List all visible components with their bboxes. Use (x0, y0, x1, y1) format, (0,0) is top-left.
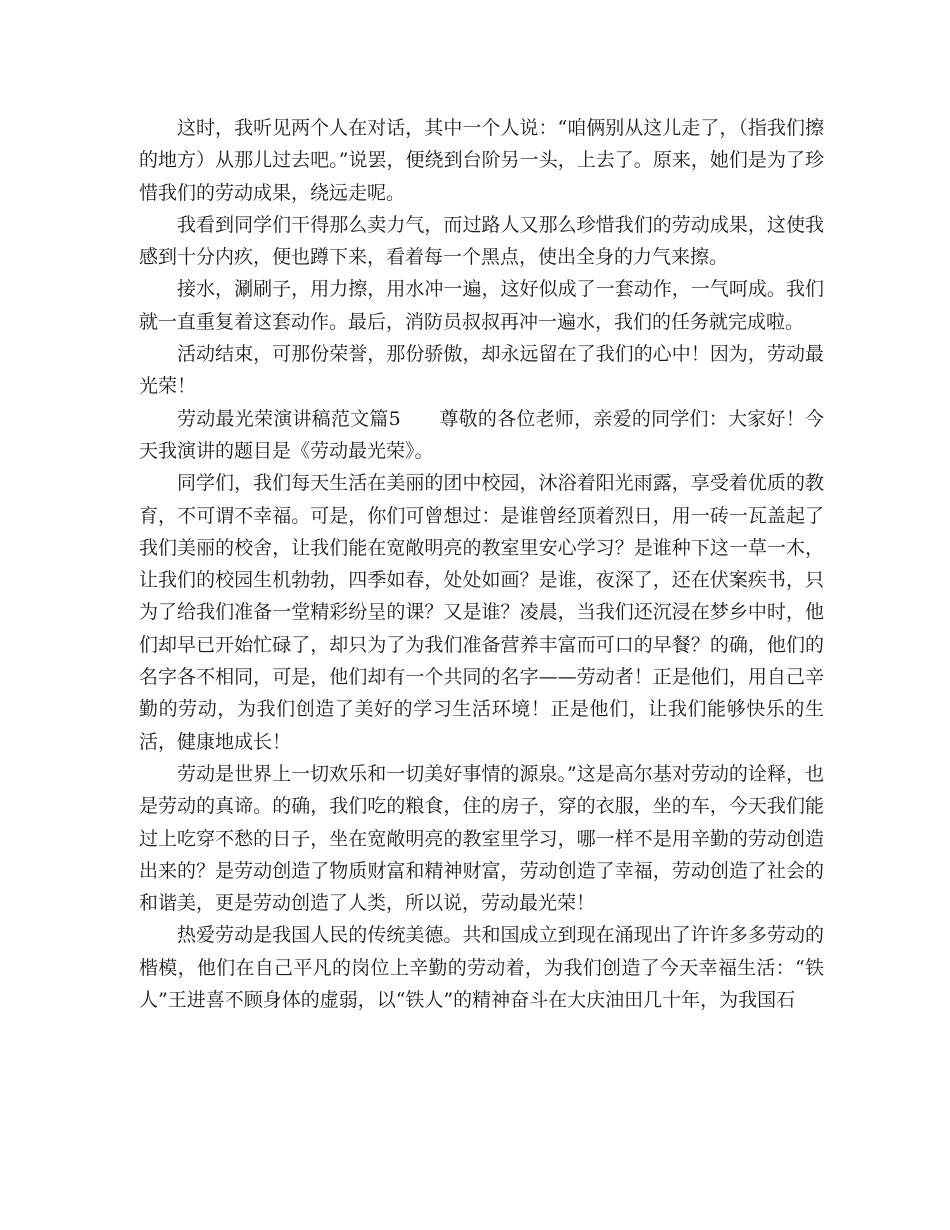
paragraph: 这时，我听见两个人在对话，其中一个人说：“咱俩别从这儿走了，（指我们擦的地方）从那儿过去吧。”说罢，便绕到台阶另一头，上去了。原来，她们是为了珍惜我们的劳动成果，绕远走呢。 (139, 117, 824, 204)
paragraph: 同学们，我们每天生活在美丽的团中校园，沐浴着阳光雨露，享受着优质的教育，不可谓不幸福。可是，你们可曾想过：是谁曾经顶着烈日，用一砖一瓦盖起了我们美丽的校舍，让我们能在宽敞明亮的教室里安心学习？是谁种下这一草一木，让我们的校园生机勃勃，四季如春，处处如画？是谁，夜深了，还在伏案疾书，只为了给我们准备一堂精彩纷呈的课？又是谁？凌晨，当我们还沉浸在梦乡中时，他们却早已开始忙碌了，却只为了为我们准备营养丰富而可口的早餐？的确，他们的名字各不相同，可是，他们却有一个共同的名字——劳动者！正是他们，用自己辛勤的劳动，为我们创造了美好的学习生活环境！正是他们，让我们能够快乐的生活，健康地成长！ (139, 472, 824, 753)
paragraph: 接水，涮刷子，用力擦，用水冲一遍，这好似成了一套动作，一气呵成。我们就一直重复着这套动作。最后，消防员叔叔再冲一遍水，我们的任务就完成啦。 (139, 278, 824, 333)
paragraph: 劳动最光荣演讲稿范文篇5 尊敬的各位老师，亲爱的同学们：大家好！今天我演讲的题目是《劳动最光荣》。 (139, 407, 824, 462)
document-page (139, 112, 824, 1016)
paragraph: 热爱劳动是我国人民的传统美德。共和国成立到现在涌现出了许许多多劳动的楷模，他们在自己平凡的岗位上辛勤的劳动着，为我们创造了今天幸福生活：“铁人”王进喜不顾身体的虚弱，以“铁人”的精神奋斗在大庆油田几十年，为我国石 (139, 924, 824, 1012)
paragraph: 我看到同学们干得那么卖力气，而过路人又那么珍惜我们的劳动成果，这使我感到十分内疚，便也蹲下来，看着每一个黑点，使出全身的力气来擦。 (139, 213, 824, 269)
paragraph: 劳动是世界上一切欢乐和一切美好事情的源泉。”这是高尔基对劳动的诠释，也是劳动的真谛。的确，我们吃的粮食，住的房子，穿的衣服，坐的车，今天我们能过上吃穿不愁的日子，坐在宽敞明亮的教室里学习，哪一样不是用辛勤的劳动创造出来的？是劳动创造了物质财富和精神财富，劳动创造了幸福，劳动创造了社会的和谐美，更是劳动创造了人类，所以说，劳动最光荣！ (139, 762, 824, 915)
paragraph: 活动结束，可那份荣誉，那份骄傲，却永远留在了我们的心中！因为，劳动最光荣！ (139, 343, 824, 398)
